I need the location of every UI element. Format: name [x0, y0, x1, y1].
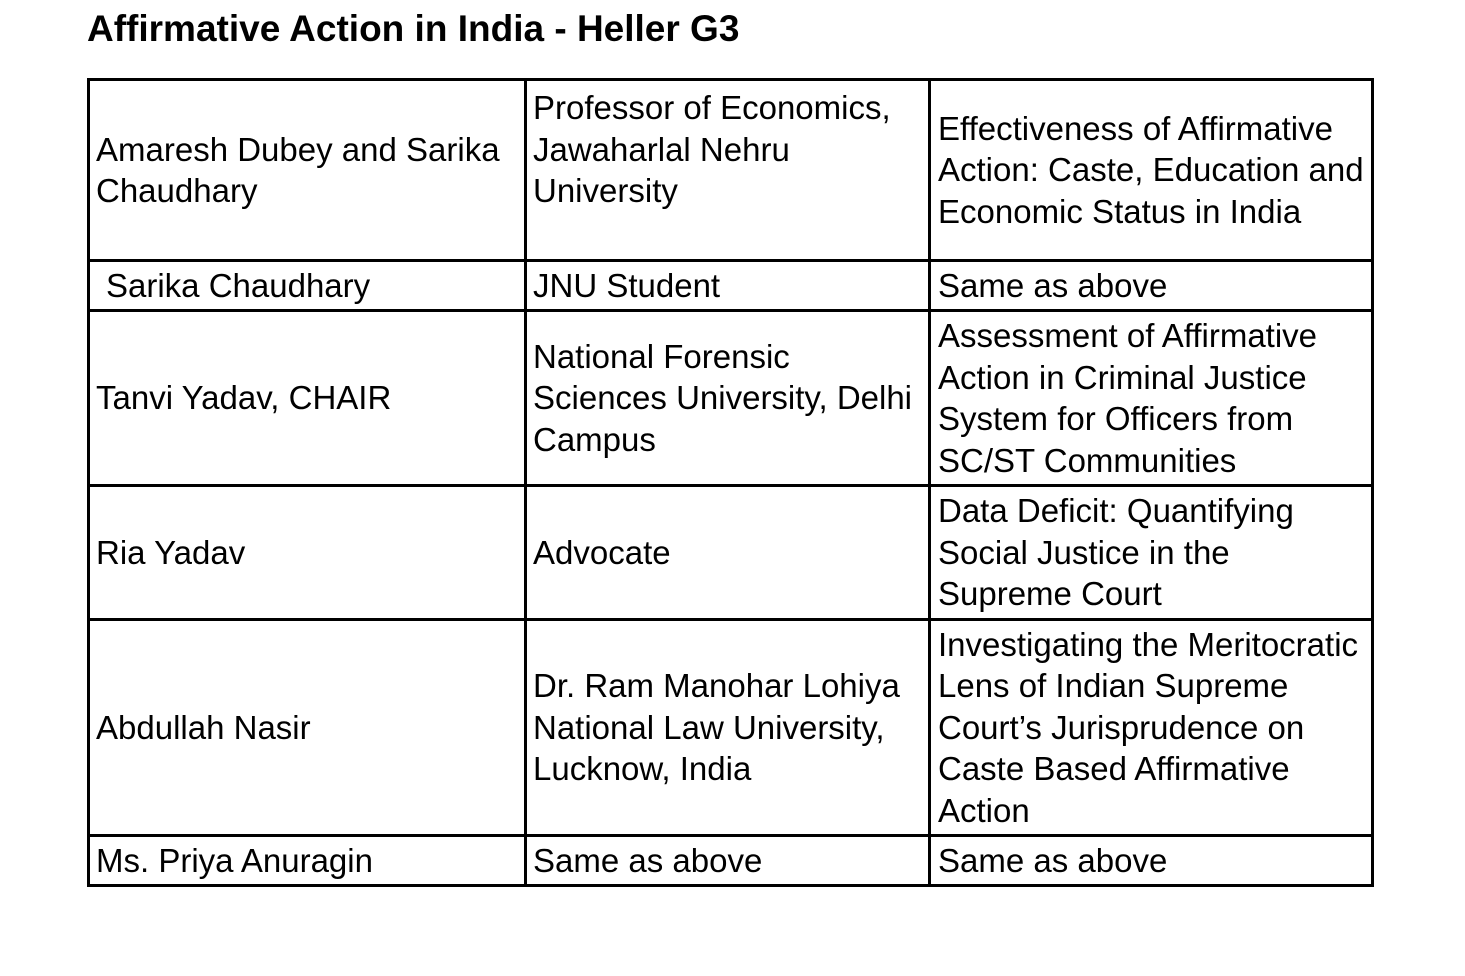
- presenter-name-cell: Tanvi Yadav, CHAIR: [89, 311, 526, 486]
- presenter-name-cell: Ms. Priya Anuragin: [89, 836, 526, 886]
- presenter-name-cell: Ria Yadav: [89, 486, 526, 620]
- paper-title-cell: Data Deficit: Quantifying Social Justice in the Supreme Court: [930, 486, 1373, 620]
- affiliation-cell: Professor of Economics, Jawaharlal Nehru University: [526, 80, 930, 261]
- paper-title-cell: Investigating the Meritocratic Lens of Indian Supreme Court’s Jurisprudence on Caste Based Affirmative Action: [930, 620, 1373, 836]
- table-row: [89, 486, 1373, 620]
- affiliation-cell: Advocate: [526, 486, 930, 620]
- paper-title-cell: Same as above: [930, 836, 1373, 886]
- affiliation-cell: JNU Student: [526, 261, 930, 311]
- paper-title-cell: Effectiveness of Affirmative Action: Caste, Education and Economic Status in India: [930, 80, 1373, 261]
- page-title: Affirmative Action in India - Heller G3: [87, 8, 740, 49]
- table-row: [89, 80, 1373, 261]
- affiliation-cell: Dr. Ram Manohar Lohiya National Law University, Lucknow, India: [526, 620, 930, 836]
- presenter-name-cell: Amaresh Dubey and Sarika Chaudhary: [89, 80, 526, 261]
- table-row: [89, 836, 1373, 886]
- affiliation-cell: Same as above: [526, 836, 930, 886]
- affiliation-cell: National Forensic Sciences University, Delhi Campus: [526, 311, 930, 486]
- presenter-name-cell: Sarika Chaudhary: [89, 261, 526, 311]
- presenter-name-cell: Abdullah Nasir: [89, 620, 526, 836]
- paper-title-cell: Assessment of Affirmative Action in Criminal Justice System for Officers from SC/ST Communities: [930, 311, 1373, 486]
- table-row: [89, 261, 1373, 311]
- panel-schedule-table: [87, 78, 1374, 887]
- paper-title-cell: Same as above: [930, 261, 1373, 311]
- table-row: [89, 620, 1373, 836]
- table-row: [89, 311, 1373, 486]
